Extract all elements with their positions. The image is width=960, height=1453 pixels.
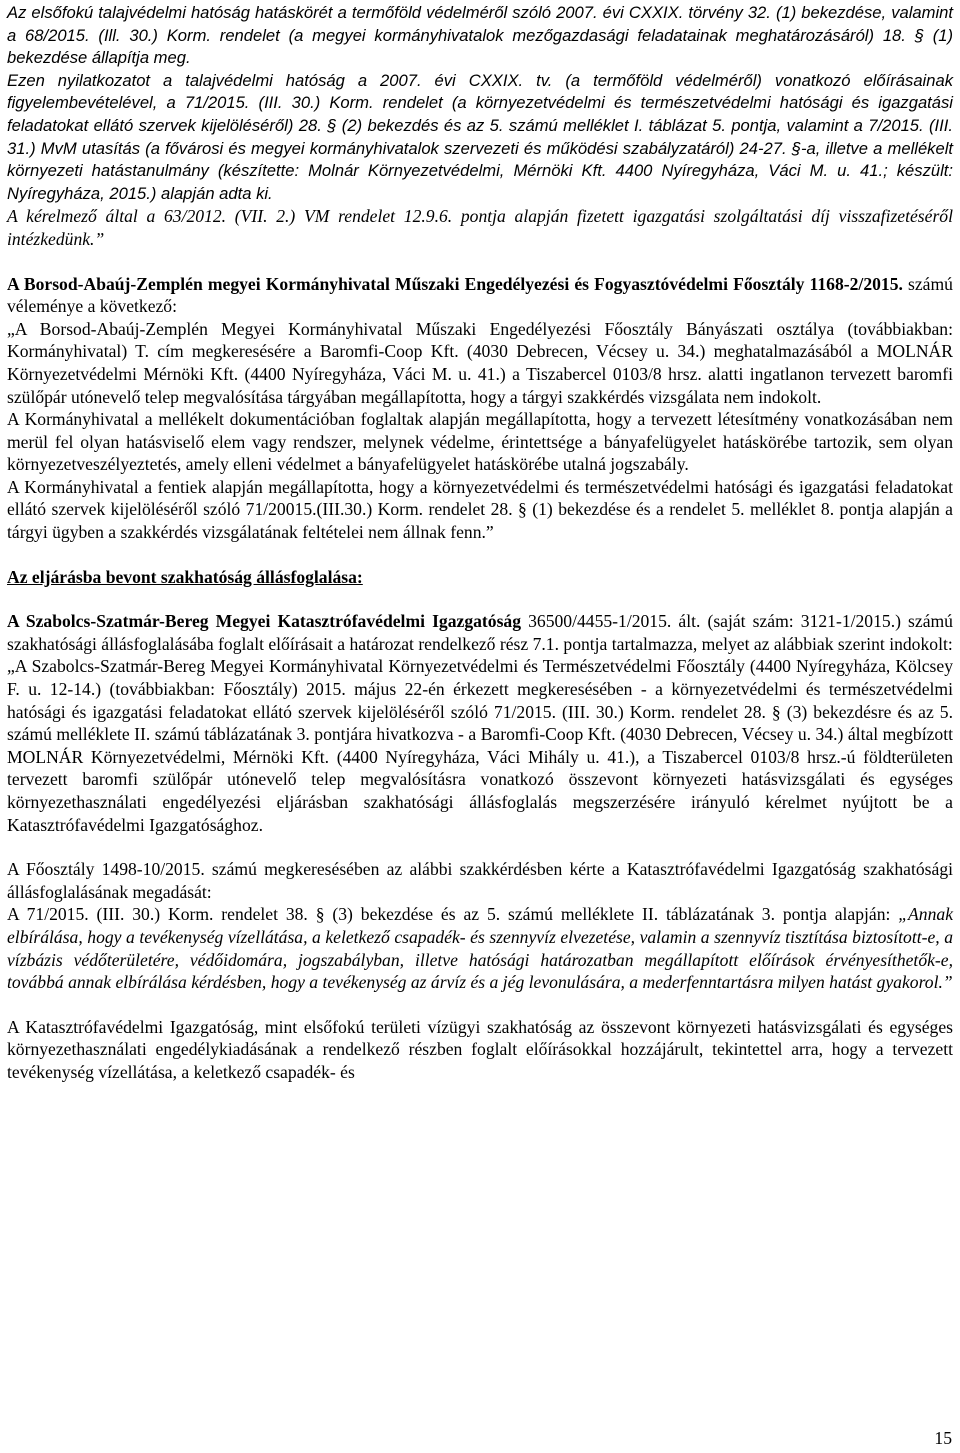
paragraph-spacer <box>7 588 953 610</box>
paragraph-text: A 71/2015. (III. 30.) Korm. rendelet 38. § (3) bekezdése és az 5. számú melléklete II. táblázatának 3. pontja alapján: <box>7 904 899 925</box>
paragraph-text: számú véleménye a következő: <box>7 273 953 317</box>
italic-quote: „Annak elbírálása, hogy a tevékenység vízellátása, a keletkező csapadék- és szennyvíz elvezetése, valamin a szennyvíz tisztítása biztosított-e, a vízbázis védőterületére, védőidomára, jogszabályban, illetve hatósági határozatban megállapított előírások érvényesíthetők-e, továbbá annak elbírálása kérdésben, hogy a tevékenység az árvíz és a jég levonulására, a mederfenntartásra milyen hatást gyakorol.” <box>7 904 953 993</box>
paragraph: A Kormányhivatal a mellékelt dokumentációban foglaltak alapján megállapította, hogy a tervezett létesítmény vonatkozásában nem merül fel olyan hatásviselő elem vagy rendszer, melynek védelme, érintettsége a bányafelügyelet hatáskörébe tartozik, sem olyan környezetveszélyeztetés, amely elleni védelmet a bányafelügyelet hatáskörébe utalná jogszabály. <box>7 409 953 475</box>
paragraph-text: 36500/4455-1/2015. ált. (saját szám: 3121-1/2015.) számú szakhatósági állásfoglalásába foglalt előírásait a határozat rendelkező rész 7.1. pontja tartalmazza, melyet az alábbiak szerint indokolt: <box>7 611 953 654</box>
paragraph-spacer <box>7 544 953 566</box>
document-page <box>7 2 953 1084</box>
bold-lead: A Szabolcs-Szatmár-Bereg Megyei Katasztrófavédelmi Igazgatóság <box>7 611 522 632</box>
paragraph-spacer <box>7 836 953 858</box>
paragraph-with-bold-lead <box>7 273 953 318</box>
paragraph-spacer <box>7 251 953 273</box>
italic-paragraph: Ezen nyilatkozatot a talajvédelmi hatóság a 2007. évi CXXIX. tv. (a termőföld védelméről) vonatkozó előírásainak figyelembevételével, a 71/2015. (III. 30.) Korm. rendelet (a környezetvédelmi és természetvédelmi hatósági és igazgatási feladatokat ellátó szervek kijelöléséről) 28. § (2) bekezdés és az 5. számú melléklet I. táblázat 5. pontja, valamint a 7/2015. (III. 31.) MvM utasítás (a fővárosi és megyei kormányhivatalok szervezeti és működési szabályzatáról) 24-27. §-a, illetve a mellékelt környezeti hatástanulmány (készítette: Molnár Környezetvédelmi, Mérnöki Kft. 4400 Nyíregyháza, Váci M. u. 41.; készült: Nyíregyháza, 2015.) alapján adta ki. <box>7 70 953 203</box>
bold-lead: A Borsod-Abaúj-Zemplén megyei Kormányhivatal Műszaki Engedélyezési és Fogyasztóvédelmi Főosztály 1168-2/2015. <box>7 273 903 294</box>
italic-paragraph: A kérelmező által a 63/2012. (VII. 2.) VM rendelet 12.9.6. pontja alapján fizetett igazgatási szolgáltatási díj visszafizetéséről intézkedünk.” <box>7 206 953 249</box>
paragraph-with-bold-lead <box>7 610 953 655</box>
paragraph: A Katasztrófavédelmi Igazgatóság, mint elsőfokú területi vízügyi szakhatóság az összevont környezeti hatásvizsgálati és egységes környezethasználati engedélykiadásának a rendelkező részben foglalt előírásokkal hozzájárult, tekintettel arra, hogy a tervezett tevékenység vízellátása, a keletkező csapadék- és <box>7 1016 953 1082</box>
paragraph: A Kormányhivatal a fentiek alapján megállapította, hogy a környezetvédelmi és természetvédelmi hatósági és igazgatási feladatokat ellátó szervek kijelöléséről szóló 71/20015.(III.30.) Korm. rendelet 28. § (1) bekezdése és a rendelet 5. melléklet 8. pontja alapján a tárgyi ügyben a szakkérdés vizsgálatának feltételei nem állnak fenn.” <box>7 476 953 543</box>
paragraph: „A Borsod-Abaúj-Zemplén Megyei Kormányhivatal Műszaki Engedélyezési Főosztály Bányászati osztálya (továbbiakban: Kormányhivatal) T. cím megkeresésére a Baromfi-Coop Kft. (4030 Debrecen, Vécsey u. 34.) meghatalmazásából a MOLNÁR Környezetvédelmi Mérnöki Kft. (4400 Nyíregyháza, Váci M. u. 41.) a Tiszabercel 0103/8 hrsz. alatti ingatlanon tervezett baromfi szülőpár utónevelő telep megvalósítása tárgyában megállapította, hogy a tárgyi szakkérdés vizsgálata nem indokolt. <box>7 318 953 407</box>
section-heading: Az eljárásba bevont szakhatóság állásfoglalása: <box>7 566 363 587</box>
paragraph: „A Szabolcs-Szatmár-Bereg Megyei Kormányhivatal Környezetvédelmi és Természetvédelmi Főosztály (4400 Nyíregyháza, Kölcsey F. u. 12-14.) (továbbiakban: Főosztály) 2015. május 22-én érkezett megkeresésében - a környezetvédelmi és természetvédelmi hatósági és igazgatási feladatokat ellátó szervek kijelöléséről szóló 71/2015. (III. 30.) Korm. rendelet 28. § (3) bekezdésre és az 5. számú melléklete II. számú táblázatának 3. pontjára hivatkozva - a Baromfi-Coop Kft. (4030 Debrecen, Vécsey u. 34.) által megbízott MOLNÁR Környezetvédelmi, Mérnöki Kft. (4400 Nyíregyháza, Váci Mihály u. 41.), a Tiszabercel 0103/8 hrsz.-ú földterületen tervezett baromfi szülőpár utónevelő telep megvalósításra vonatkozó összevont környezeti hatásvizsgálati és egységes környezethasználati engedélyezési eljárásban szakhatósági állásfoglalás megszerzésére irányuló kérelmet nyújtott be a Katasztrófavédelmi Igazgatósághoz. <box>7 656 953 835</box>
paragraph-with-italic-quote <box>7 903 953 993</box>
paragraph-spacer <box>7 994 953 1016</box>
paragraph: A Főosztály 1498-10/2015. számú megkeresésében az alábbi szakkérdésben kérte a Katasztrófavédelmi Igazgatóság szakhatósági állásfoglalásának megadását: <box>7 859 953 902</box>
italic-paragraph: Az elsőfokú talajvédelmi hatóság hatáskörét a termőföld védelméről szóló 2007. évi CXXIX. törvény 32. (1) bekezdése, valamint a 68/2015. (Ill. 30.) Korm. rendelet (a megyei kormányhivatalok mezőgazdasági feladatainak meghatározásáról) 18. § (1) bekezdése állapítja meg. <box>7 3 953 68</box>
page-number: 15 <box>934 1428 952 1448</box>
